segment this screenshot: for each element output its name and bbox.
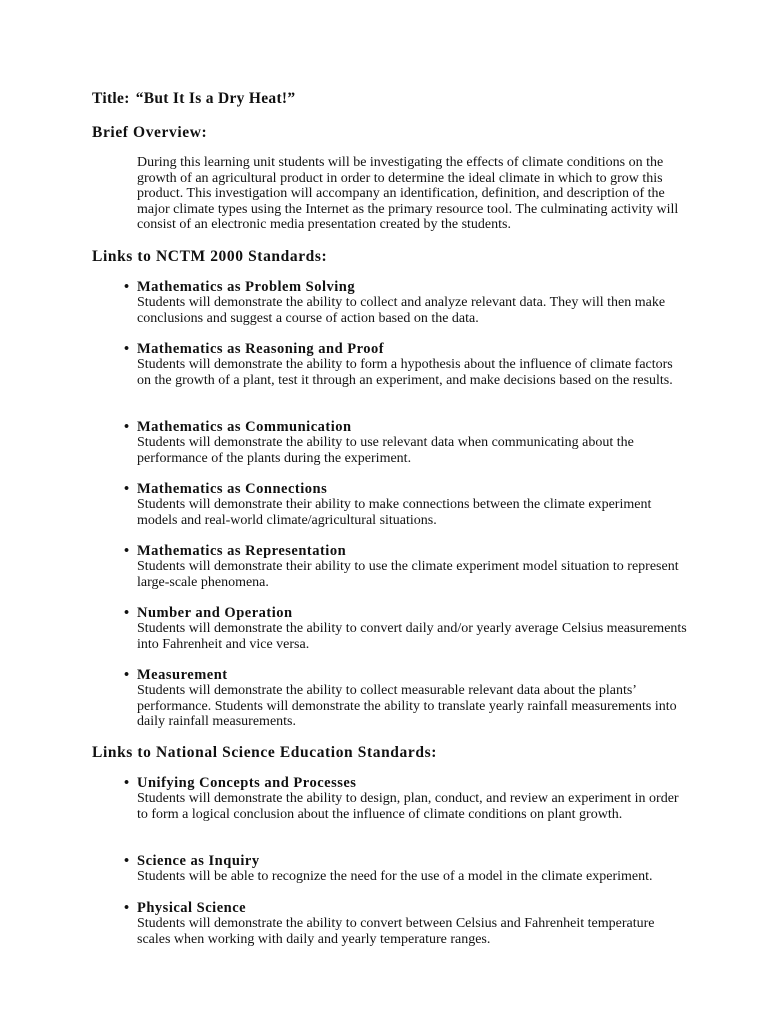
item-title: Mathematics as Communication bbox=[137, 419, 352, 435]
nctm-heading: Links to NCTM 2000 Standards: bbox=[92, 248, 328, 265]
item-title: Mathematics as Representation bbox=[137, 543, 347, 559]
title-line bbox=[92, 90, 295, 108]
nctm-item-communication bbox=[124, 419, 699, 466]
nses-heading: Links to National Science Education Standards: bbox=[92, 744, 437, 761]
nctm-item-number-operation bbox=[124, 605, 699, 652]
item-body: Students will demonstrate the ability to convert between Celsius and Fahrenheit temperature scales when working with daily and yearly temperature ranges. bbox=[137, 916, 655, 947]
item-title: Mathematics as Reasoning and Proof bbox=[137, 341, 385, 357]
nctm-item-connections bbox=[124, 481, 699, 528]
item-body: Students will demonstrate their ability to make connections between the climate experiment models and real-world climate/agricultural situations. bbox=[137, 497, 652, 528]
item-title: Measurement bbox=[137, 667, 228, 683]
title-label: Title: bbox=[92, 90, 130, 107]
item-title: Mathematics as Connections bbox=[137, 481, 328, 497]
item-title: Science as Inquiry bbox=[137, 853, 260, 869]
item-title: Unifying Concepts and Processes bbox=[137, 775, 357, 791]
bullet-icon: • bbox=[124, 279, 130, 295]
item-body: Students will demonstrate the ability to form a hypothesis about the influence of climate factors on the growth of a plant, test it through an experiment, and make decisions based on the results. bbox=[137, 357, 673, 388]
item-body: Students will demonstrate the ability to collect measurable relevant data about the plants’ performance. Students will demonstrate the ability to translate yearly rainfall measurements into daily rainfall measurements. bbox=[137, 683, 677, 730]
bullet-icon: • bbox=[124, 900, 130, 916]
nctm-item-problem-solving bbox=[124, 279, 699, 326]
document-title: “But It Is a Dry Heat!” bbox=[135, 90, 296, 107]
bullet-icon: • bbox=[124, 481, 130, 497]
item-body: Students will demonstrate the ability to design, plan, conduct, and review an experiment in order to form a logical conclusion about the influence of climate conditions on plant growth. bbox=[137, 791, 679, 822]
bullet-icon: • bbox=[124, 543, 130, 559]
nses-item-unifying-concepts bbox=[124, 775, 699, 822]
item-body: Students will demonstrate their ability to use the climate experiment model situation to represent large-scale phenomena. bbox=[137, 559, 679, 590]
item-body: Students will demonstrate the ability to use relevant data when communicating about the performance of the plants during the experiment. bbox=[137, 435, 634, 466]
nses-item-science-inquiry bbox=[124, 853, 699, 885]
nctm-item-representation bbox=[124, 543, 699, 590]
bullet-icon: • bbox=[124, 419, 130, 435]
nses-item-physical-science bbox=[124, 900, 699, 947]
item-body: Students will demonstrate the ability to collect and analyze relevant data. They will then make conclusions and suggest a course of action based on the data. bbox=[137, 295, 666, 326]
bullet-icon: • bbox=[124, 341, 130, 357]
item-title: Number and Operation bbox=[137, 605, 293, 621]
nctm-item-measurement bbox=[124, 667, 699, 730]
nctm-item-reasoning-proof bbox=[124, 341, 699, 388]
bullet-icon: • bbox=[124, 853, 130, 869]
item-title: Mathematics as Problem Solving bbox=[137, 279, 356, 295]
item-body: Students will demonstrate the ability to convert daily and/or yearly average Celsius measurements into Fahrenheit and vice versa. bbox=[137, 621, 687, 652]
item-title: Physical Science bbox=[137, 900, 247, 916]
bullet-icon: • bbox=[124, 667, 130, 683]
bullet-icon: • bbox=[124, 775, 130, 791]
overview-heading: Brief Overview: bbox=[92, 124, 208, 141]
item-body: Students will be able to recognize the need for the use of a model in the climate experiment. bbox=[137, 869, 653, 884]
overview-paragraph: During this learning unit students will be investigating the effects of climate conditions on the growth of an agricultural product in order to determine the ideal climate in which to grow this product. This investigation will accompany an identification, definition, and description of the major climate types using the Internet as the primary resource tool. The culminating activity will consist of an electronic media presentation created by the students. bbox=[137, 155, 679, 233]
bullet-icon: • bbox=[124, 605, 130, 621]
